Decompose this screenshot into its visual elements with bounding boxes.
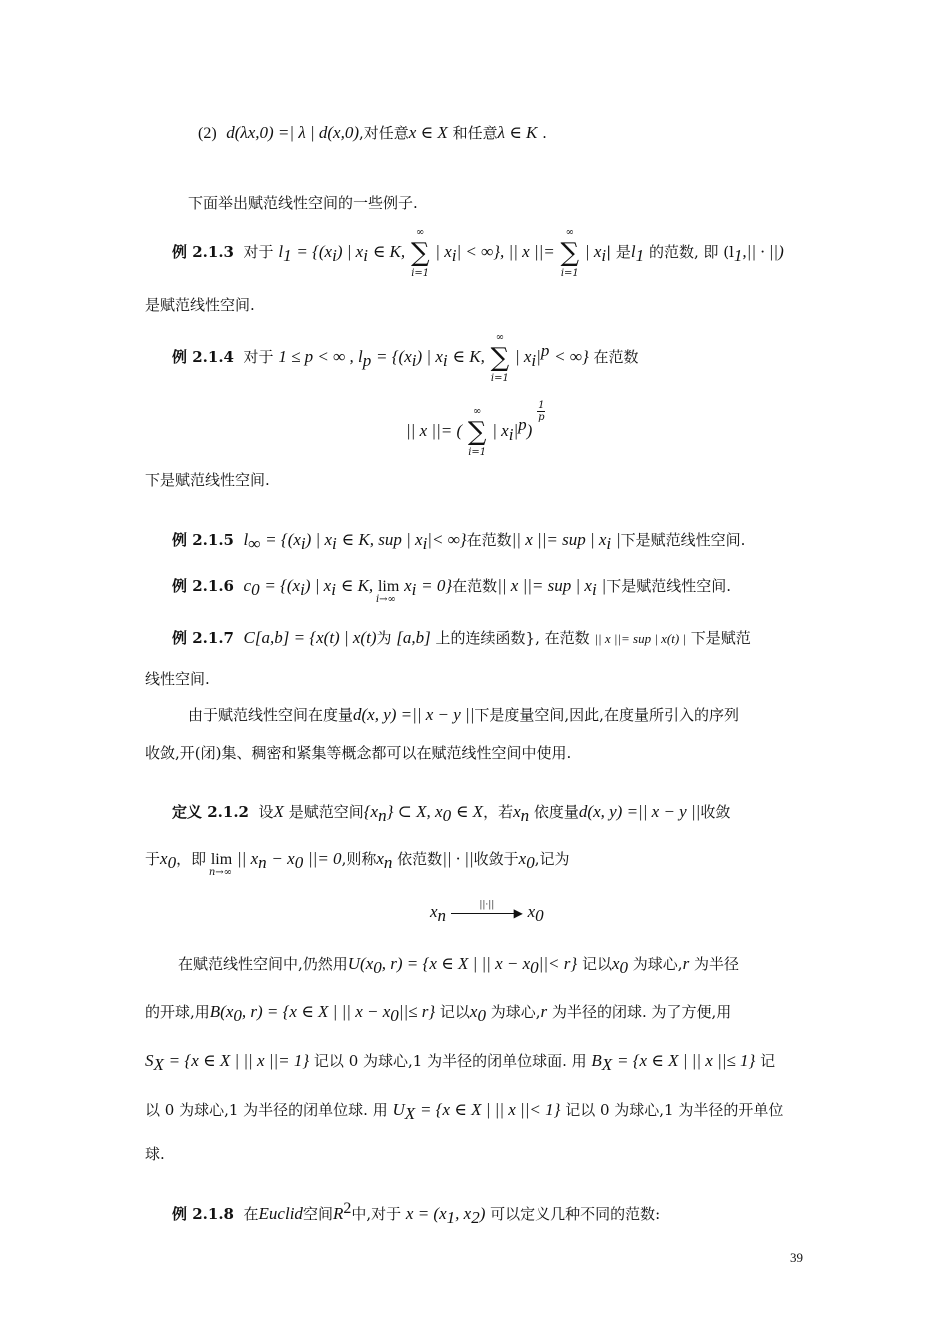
text-line: 于$x_0$，即 lim n→∞ || $x_n - x_0$ ||= 0,则称$x_n$ 依范数|| · ||收敛于$x_0$,记为 [145, 849, 570, 878]
limit-operator: lim i→∞ [375, 578, 400, 605]
example-2-1-7: 例 2.1.7 C[a,b] = {x(t) | x(t)为 [a,b] 上的连续函数}, 在范数 || x ||= sup | x(t) | 下是赋范 [172, 628, 751, 647]
example-label: 例 2.1.7 [172, 629, 234, 647]
text-line: 收敛,开(闭)集、稠密和紧集等概念都可以在赋范线性空间中使用. [145, 744, 572, 762]
right-arrow-icon: ||·|| ▶ [451, 906, 523, 920]
example-2-1-3: 例 2.1.3 对于 $l_1 = \{(x_i)$ | $x_i$ ∈ K, ∞ ∑ i=1 | $x_i|$ < ∞}, || x ||= ∞ ∑ i=1 | $x_i|$ 是$l_1$ 的范数, 即 ($l_1,||$ · ||) [172, 227, 784, 279]
text-line: $S_X = \{x$ ∈ X | || x ||= 1} 记以 0 为球心,1 为半径的闭单位球面. 用 $B_X = \{x$ ∈ X | || x ||≤ 1} 记 [145, 1051, 776, 1074]
text-line: 由于赋范线性空间在度量d(x, y) =|| x − y ||下是度量空间,因此,在度量所引入的序列 [188, 705, 739, 724]
sum-symbol: ∞ ∑ i=1 [410, 227, 430, 279]
norm-formula: || x ||= ( ∞ ∑ i=1 | $x_i|^p$) $\frac{1}{p}$ [406, 400, 545, 458]
formula: d(λx,0) =| λ | d(x,0) [226, 123, 359, 142]
example-2-1-4: 例 2.1.4 对于 1 ≤ p < ∞ , $l_p = \{(x_i)$ | $x_i$ ∈ K, ∞ ∑ i=1 | $x_i|^p$ < ∞} 在范数 [172, 332, 639, 384]
sum-symbol: ∞ ∑ i=1 [467, 406, 487, 458]
example-label: 例 2.1.5 [172, 531, 234, 549]
convergence-notation: $x_n$ ||·|| ▶ $x_0$ [430, 900, 544, 925]
example-label: 例 2.1.4 [172, 348, 234, 366]
example-2-1-5: 例 2.1.5 $l_\infty = \{(x_i)$ | $x_i$ ∈ K, sup | $x_i|<$ ∞}在范数|| x ||= sup | $x_i$ |下是赋范线性空间. [172, 530, 746, 553]
text-line: 以 0 为球心,1 为半径的闭单位球. 用 $U_X = \{x$ ∈ X | || x ||< 1} 记以 0 为球心,1 为半径的开单位 [145, 1100, 784, 1123]
text-line: 在赋范线性空间中,仍然用$U(x_0$, r) = {x ∈ X | || $x - x_0||< r$} 记以$x_0$ 为球心,r 为半径 [178, 954, 739, 977]
example-2-1-8: 例 2.1.8 在Euclid空间$R^2$中,对于 $x = (x_1$, $x_2$) 可以定义几种不同的范数: [172, 1200, 661, 1227]
exponent-fraction: $\frac{1}{p}$ [538, 400, 545, 423]
text-line: 下是赋范线性空间. [145, 471, 270, 489]
text-line: 球. [145, 1145, 165, 1163]
example-label: 例 2.1.6 [172, 577, 234, 595]
definition-2-1-2: 定义 2.1.2 设X 是赋范空间$\{x_n\}$ ⊂ X, $x_0$ ∈ X，若$x_n$ 依度量d(x, y) =|| x − y ||收敛 [172, 802, 731, 825]
sum-symbol: ∞ ∑ i=1 [560, 227, 580, 279]
text-line: 是赋范线性空间. [145, 296, 255, 314]
text-line: 线性空间. [145, 670, 210, 688]
example-label: 例 2.1.3 [172, 243, 234, 261]
example-2-1-6: 例 2.1.6 $c_0 = \{(x_i)$ | $x_i$ ∈ K, lim i→∞ $x_i = 0$}在范数|| x ||= sup | $x_i$ |下是赋范线性空间. [172, 576, 731, 605]
page-number: 39 [790, 1250, 803, 1265]
limit-operator: lim n→∞ [208, 851, 233, 878]
definition-label: 定义 2.1.2 [172, 803, 249, 821]
condition-2-line: (2) d(λx,0) =| λ | d(x,0),对任意x ∈ X 和任意λ ∈ K . [198, 123, 547, 142]
example-label: 例 2.1.8 [172, 1205, 234, 1223]
text-line: 的开球,用$B(x_0$, r) = {x ∈ X | || $x - x_0||\le r$} 记以$x_0$ 为球心,r 为半径的闭球. 为了方便,用 [145, 1002, 732, 1025]
intro-paragraph: 下面举出赋范线性空间的一些例子. [188, 194, 418, 212]
sum-symbol: ∞ ∑ i=1 [490, 332, 510, 384]
